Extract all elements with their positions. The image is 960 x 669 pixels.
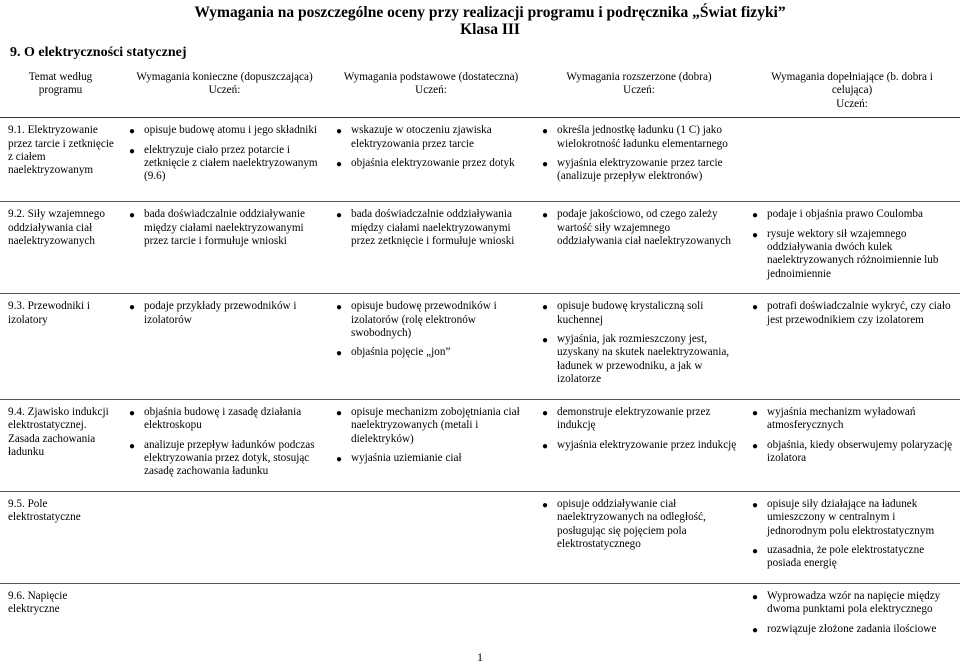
requirements-cell-c3 [328,202,534,294]
requirements-cell-c2 [121,118,328,202]
list-item-text: uzasadnia, że pole elektrostatyczne posiada energię [767,543,925,570]
requirements-list [540,498,738,552]
bullet-icon: ● [336,302,343,314]
list-item [129,208,322,248]
requirements-cell-c3 [328,491,534,583]
bullet-icon: ● [129,407,136,419]
list-item-text: elektryzuje ciało przez potarcie i zetknięcie z ciałem naelektryzowanym (9.6) [144,143,318,183]
requirements-list [127,406,322,479]
list-item-text: wyjaśnia, jak rozmieszczony jest, uzyskany na skutek naelektryzowania, ładunek w przewodniku, a jak w izolatorze [557,333,730,386]
topic-cell: 9.2. Siły wzajemnego oddziaływania ciał naelektryzowanych [0,202,121,294]
list-item [542,208,738,248]
list-item [336,157,528,171]
requirements-list [334,124,528,170]
list-item [542,497,738,552]
bullet-icon: ● [336,126,343,138]
list-item-text: bada doświadczalnie oddziaływania między ciałami naelektryzowanymi przez zetknięcie i formułuje wnioski [351,208,515,248]
topic-cell: 9.4. Zjawisko indukcji elektrostatycznej. Zasada zachowania ładunku [0,399,121,491]
requirements-cell-c5 [744,118,960,202]
bullet-icon: ● [542,407,549,419]
requirements-list [750,300,954,327]
list-item [752,543,954,571]
requirements-list [540,208,738,248]
list-item-text: rozwiązuje złożone zadania ilościowe [767,622,937,635]
list-item [542,124,738,151]
requirements-cell-c4 [534,294,744,399]
bullet-icon: ● [752,624,759,636]
bullet-icon: ● [542,159,549,171]
requirements-list [334,208,528,248]
list-item-text: opisuje budowę przewodników i izolatorów (rolę elektronów swobodnych) [351,300,497,340]
list-item-text: opisuje oddziaływanie ciał naelektryzowanych na odległość, posługując się pojęciem pola elektrostatycznego [557,497,706,550]
header-supplementary [744,67,960,118]
header-supplementary-student: Uczeń: [836,97,868,110]
list-item-text: opisuje siły działające na ładunek umieszczony w centralnym i jednorodnym polu elektrostatycznym [767,497,935,537]
topic-cell: 9.3. Przewodniki i izolatory [0,294,121,399]
section-heading: 9. O elektryczności statycznej [10,45,187,60]
requirements-cell-c2 [121,399,328,491]
requirements-list [750,406,954,466]
bullet-icon: ● [336,159,343,171]
requirements-cell-c2 [121,294,328,399]
list-item [752,497,954,538]
list-item [542,333,738,387]
list-item-text: opisuje mechanizm zobojętniania ciał naelektryzowanych (metali i dielektryków) [351,405,520,445]
list-item [336,405,528,446]
list-item-text: objaśnia elektryzowanie przez dotyk [351,157,515,170]
bullet-icon: ● [542,302,549,314]
list-item-text: objaśnia pojęcie „jon” [351,346,451,359]
table-row [0,118,960,202]
list-item-text: wyjaśnia uziemianie ciał [351,451,462,464]
title-line-1: Wymagania na poszczególne oceny przy realizacji programu i podręcznika „Świat fizyki” [194,4,786,21]
list-item [752,227,954,282]
requirements-list [334,406,528,466]
list-item-text: podaje jakościowo, od czego zależy wartość siły wzajemnego oddziaływania ciał naelektryzowanych [557,208,731,248]
requirements-list [127,208,322,248]
bullet-icon: ● [129,440,136,452]
bullet-icon: ● [752,499,759,511]
requirements-list [750,208,954,281]
bullet-icon: ● [752,440,759,452]
list-item [542,438,738,452]
header-topic: Temat według programu [0,67,121,118]
list-item [336,300,528,340]
bullet-icon: ● [336,210,343,222]
requirements-cell-c4 [534,399,744,491]
bullet-icon: ● [542,210,549,222]
title-line-2: Klasa III [460,21,520,38]
requirements-cell-c4 [534,118,744,202]
bullet-icon: ● [129,210,136,222]
list-item [129,143,322,184]
list-item [336,208,528,248]
header-required [121,67,328,118]
topic-cell: 9.6. Napięcie elektryczne [8,589,68,616]
bullet-icon: ● [336,348,343,360]
header-extended [534,67,744,118]
list-item [752,405,954,433]
bullet-icon: ● [542,440,549,452]
list-item-text: podaje i objaśnia prawo Coulomba [767,208,923,221]
table-header-row [0,67,960,118]
header-basic-label: Wymagania podstawowe (dostateczna) [343,71,519,83]
header-extended-student: Uczeń: [623,84,655,97]
list-item-text: wyjaśnia mechanizm wyładowań atmosferycznych [767,405,916,432]
list-item [752,622,954,636]
requirements-cell-c5 [744,294,960,399]
page-number: 1 [477,650,483,664]
table-row [0,294,960,399]
bullet-icon: ● [542,335,549,347]
list-item [336,346,528,360]
requirements-list [750,498,954,571]
list-item-text: demonstruje elektryzowanie przez indukcję [557,405,711,432]
list-item-text: potrafi doświadczalnie wykryć, czy ciało jest przewodnikiem czy izolatorem [767,300,951,326]
header-basic [328,67,534,118]
header-basic-student: Uczeń: [415,84,447,97]
requirements-list [334,300,528,360]
bullet-icon: ● [542,126,549,138]
list-item [752,300,954,327]
list-item-text: wyjaśnia elektryzowanie przez tarcie (analizuje przepływ elektronów) [557,157,723,183]
header-required-student: Uczeń: [208,84,241,97]
requirements-cell-c5 [744,202,960,294]
requirements-table [0,67,960,661]
requirements-list [127,300,322,327]
list-item [336,451,528,465]
requirements-cell-c2 [121,491,328,583]
list-item-text: objaśnia budowę i zasadę działania elektroskopu [144,405,302,432]
requirements-cell-c2 [121,202,328,294]
bullet-icon: ● [752,591,759,603]
requirements-cell-c4 [534,491,744,583]
bullet-icon: ● [129,145,136,157]
requirements-cell-c4 [534,202,744,294]
list-item [752,438,954,466]
list-item [752,208,954,222]
document-title [160,4,820,38]
list-item-text: wskazuje w otoczeniu zjawiska elektryzowania przez tarcie [351,124,492,150]
list-item-text: rysuje wektory sił wzajemnego oddziaływania dwóch kulek naelektryzowanych różnoimiennie lub jednoimiennie [767,227,939,280]
requirements-cell-c5 [744,491,960,583]
list-item-text: wyjaśnia elektryzowanie przez indukcję [557,438,737,451]
list-item [752,589,954,617]
list-item-text: analizuje przepływ ładunków podczas elektryzowania przez dotyk, stosując zasadę zachowania ładunku [144,438,315,478]
list-item [129,124,322,138]
table-row [0,202,960,294]
list-item [129,300,322,327]
list-item-text: opisuje budowę atomu i jego składniki [144,124,318,137]
list-item-text: opisuje budowę krystaliczną soli kuchennej [557,300,704,326]
bullet-icon: ● [336,453,343,465]
requirements-cell-c3 [328,399,534,491]
list-item [129,438,322,479]
list-item [542,405,738,433]
requirements-cell-c3 [328,118,534,202]
requirements-list [540,406,738,452]
bullet-icon: ● [129,302,136,314]
bullet-icon: ● [752,229,759,241]
list-item-text: Wyprowadza wzór na napięcie między dwoma punktami pola elektrycznego [767,589,941,616]
list-item-text: określa jednostkę ładunku (1 C) jako wielokrotność ładunku elementarnego [557,124,728,150]
bullet-icon: ● [336,407,343,419]
requirements-list [127,124,322,184]
bullet-icon: ● [752,545,759,557]
list-item-text: podaje przykłady przewodników i izolatorów [144,300,297,326]
requirements-list [540,124,738,184]
bullet-icon: ● [752,407,759,419]
list-item [542,157,738,184]
table-row [0,491,960,583]
requirements-cell-c3 [328,294,534,399]
list-item [129,405,322,433]
bullet-icon: ● [752,302,759,314]
header-supplementary-label: Wymagania dopełniające (b. dobra i celująca) [771,71,933,97]
list-item-text: objaśnia, kiedy obserwujemy polaryzację izolatora [767,438,953,464]
requirements-list [750,590,954,636]
list-item [542,300,738,327]
table-row [0,399,960,491]
header-extended-label: Wymagania rozszerzone (dobra) [566,71,712,83]
requirements-list [540,300,738,386]
list-item [336,124,528,151]
requirements-cell-c5 [744,399,960,491]
list-item-text: bada doświadczalnie oddziaływanie między ciałami naelektryzowanymi przez tarcie i formułuje wnioski [144,208,305,248]
bullet-icon: ● [752,210,759,222]
topic-cell: 9.5. Pole elektrostatyczne [0,491,121,583]
bullet-icon: ● [129,126,136,138]
header-required-label: Wymagania konieczne (dopuszczająca) [136,71,313,83]
bullet-icon: ● [542,499,549,511]
topic-cell: 9.1. Elektryzowanie przez tarcie i zetknięcie z ciałem naelektryzowanym [0,118,121,202]
